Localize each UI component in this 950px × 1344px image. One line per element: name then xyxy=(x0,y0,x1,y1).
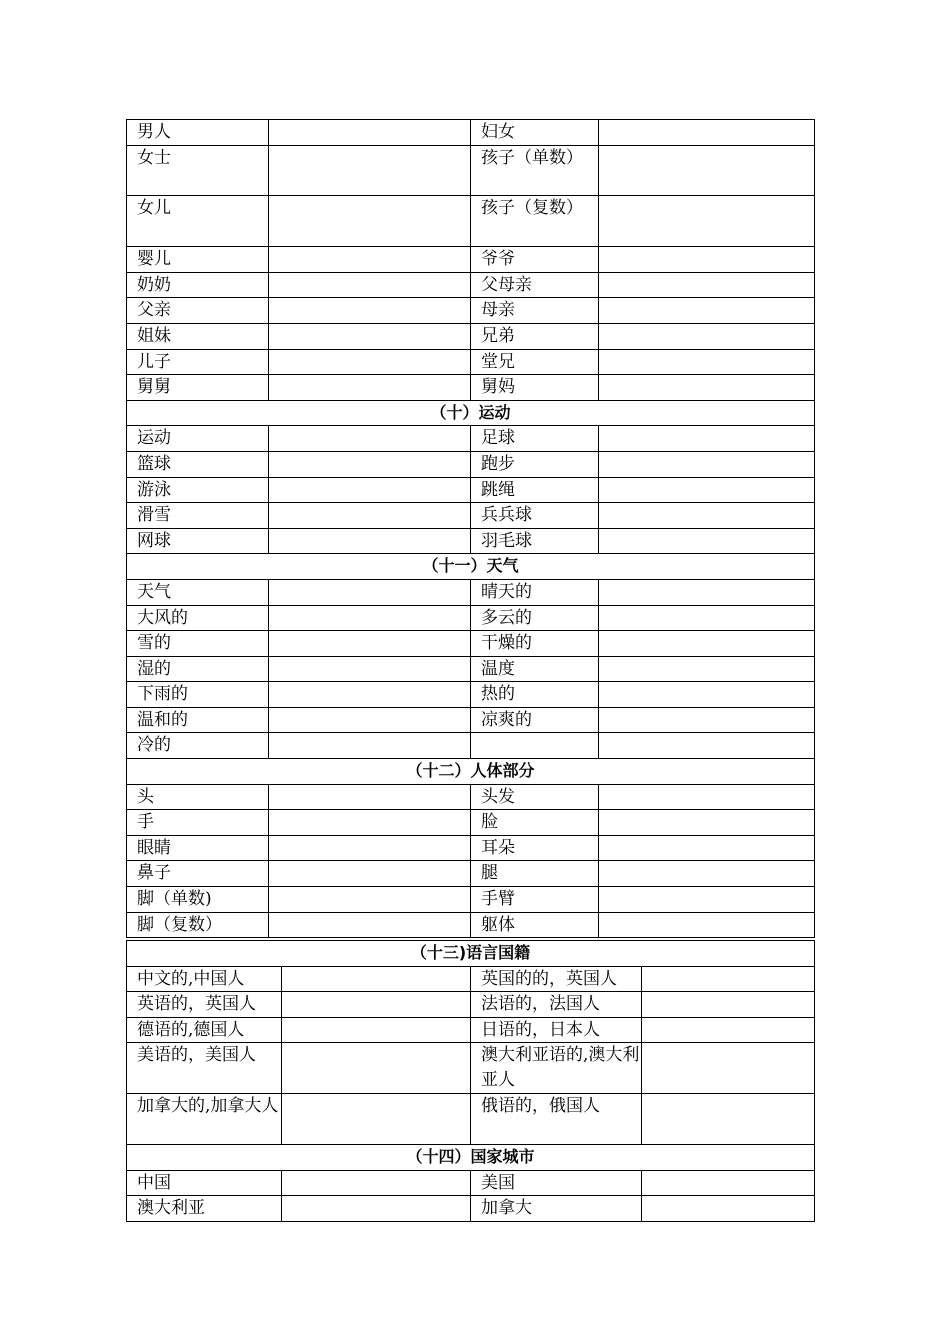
chinese-term-right: 美国 xyxy=(471,1170,642,1196)
chinese-term-right: 手臂 xyxy=(471,887,599,913)
vocab-row xyxy=(127,631,815,657)
vocab-row xyxy=(127,1094,815,1145)
vocab-row xyxy=(127,912,815,938)
chinese-term-left: 姐妹 xyxy=(127,323,269,349)
section-header-row xyxy=(127,759,815,785)
chinese-term-right: 耳朵 xyxy=(471,835,599,861)
chinese-term-left: 网球 xyxy=(127,528,269,554)
vocab-row xyxy=(127,1196,815,1222)
vocab-row xyxy=(127,426,815,452)
section-heading: （十三)语言国籍 xyxy=(127,941,815,967)
chinese-term-left: 德语的,德国人 xyxy=(127,1017,282,1043)
answer-cell-left[interactable] xyxy=(282,966,471,992)
answer-cell-right[interactable] xyxy=(599,120,815,146)
chinese-term-left: 脚（单数) xyxy=(127,887,269,913)
answer-cell-left[interactable] xyxy=(282,992,471,1018)
chinese-term-right: 母亲 xyxy=(471,298,599,324)
chinese-term-right: 多云的 xyxy=(471,605,599,631)
chinese-term-right: 晴天的 xyxy=(471,579,599,605)
chinese-term-right: 头发 xyxy=(471,784,599,810)
answer-cell-left[interactable] xyxy=(269,656,471,682)
answer-cell-right[interactable] xyxy=(599,477,815,503)
answer-cell-left[interactable] xyxy=(269,196,471,247)
chinese-term-right: 跳绳 xyxy=(471,477,599,503)
chinese-term-right: 孩子（单数） xyxy=(471,145,599,196)
answer-cell-right[interactable] xyxy=(599,605,815,631)
answer-cell-left[interactable] xyxy=(282,1094,471,1145)
vocab-row xyxy=(127,247,815,273)
section-header-row xyxy=(127,554,815,580)
answer-cell-right[interactable] xyxy=(599,656,815,682)
chinese-term-right: 兵兵球 xyxy=(471,503,599,529)
chinese-term-right: 热的 xyxy=(471,682,599,708)
vocab-row xyxy=(127,682,815,708)
answer-cell-left[interactable] xyxy=(269,503,471,529)
vocab-row xyxy=(127,887,815,913)
answer-cell-left[interactable] xyxy=(269,605,471,631)
vocab-row xyxy=(127,503,815,529)
chinese-term-left: 冷的 xyxy=(127,733,269,759)
vocab-row xyxy=(127,810,815,836)
chinese-term-left: 儿子 xyxy=(127,349,269,375)
answer-cell-right[interactable] xyxy=(599,784,815,810)
chinese-term-left: 下雨的 xyxy=(127,682,269,708)
answer-cell-right[interactable] xyxy=(599,835,815,861)
chinese-term-right: 躯体 xyxy=(471,912,599,938)
vocab-row xyxy=(127,528,815,554)
chinese-term-right: 澳大利亚语的,澳大利亚人 xyxy=(471,1043,642,1094)
chinese-term-right: 爷爷 xyxy=(471,247,599,273)
section-header-row xyxy=(127,1144,815,1170)
chinese-term-left: 澳大利亚 xyxy=(127,1196,282,1222)
vocab-row xyxy=(127,1017,815,1043)
chinese-term-left: 女儿 xyxy=(127,196,269,247)
answer-cell-left[interactable] xyxy=(269,298,471,324)
chinese-term-right: 法语的，法国人 xyxy=(471,992,642,1018)
answer-cell-left[interactable] xyxy=(282,1017,471,1043)
vocabulary-table-upper xyxy=(126,119,815,938)
vocab-row xyxy=(127,707,815,733)
vocab-row xyxy=(127,120,815,146)
chinese-term-left: 运动 xyxy=(127,426,269,452)
answer-cell-left[interactable] xyxy=(269,784,471,810)
vocabulary-table-lower xyxy=(126,940,815,1222)
chinese-term-right: 俄语的，俄国人 xyxy=(471,1094,642,1145)
chinese-term-right: 舅妈 xyxy=(471,375,599,401)
answer-cell-right[interactable] xyxy=(599,426,815,452)
vocab-row xyxy=(127,145,815,196)
chinese-term-left: 舅舅 xyxy=(127,375,269,401)
chinese-term-left: 滑雪 xyxy=(127,503,269,529)
vocab-row xyxy=(127,349,815,375)
answer-cell-left[interactable] xyxy=(269,477,471,503)
chinese-term-right: 跑步 xyxy=(471,451,599,477)
chinese-term-right: 日语的，日本人 xyxy=(471,1017,642,1043)
vocab-row xyxy=(127,1043,815,1094)
answer-cell-left[interactable] xyxy=(269,707,471,733)
chinese-term-right: 英国的的，英国人 xyxy=(471,966,642,992)
section-heading: （十四）国家城市 xyxy=(127,1144,815,1170)
chinese-term-left: 天气 xyxy=(127,579,269,605)
chinese-term-left: 头 xyxy=(127,784,269,810)
answer-cell-right[interactable] xyxy=(599,912,815,938)
vocab-row xyxy=(127,966,815,992)
section-header-row xyxy=(127,941,815,967)
answer-cell-left[interactable] xyxy=(269,272,471,298)
chinese-term-left: 婴儿 xyxy=(127,247,269,273)
answer-cell-right[interactable] xyxy=(599,528,815,554)
answer-cell-right[interactable] xyxy=(642,1196,815,1222)
answer-cell-left[interactable] xyxy=(269,120,471,146)
answer-cell-left[interactable] xyxy=(269,835,471,861)
chinese-term-left: 湿的 xyxy=(127,656,269,682)
vocab-row xyxy=(127,784,815,810)
answer-cell-right[interactable] xyxy=(599,272,815,298)
answer-cell-right[interactable] xyxy=(599,579,815,605)
answer-cell-left[interactable] xyxy=(269,247,471,273)
chinese-term-left: 美语的，美国人 xyxy=(127,1043,282,1094)
chinese-term-left: 男人 xyxy=(127,120,269,146)
chinese-term-left: 温和的 xyxy=(127,707,269,733)
answer-cell-right[interactable] xyxy=(599,887,815,913)
answer-cell-left[interactable] xyxy=(269,145,471,196)
answer-cell-left[interactable] xyxy=(282,1043,471,1094)
chinese-term-left: 女士 xyxy=(127,145,269,196)
answer-cell-left[interactable] xyxy=(269,810,471,836)
chinese-term-left: 中国 xyxy=(127,1170,282,1196)
answer-cell-left[interactable] xyxy=(269,349,471,375)
vocab-row xyxy=(127,298,815,324)
answer-cell-right[interactable] xyxy=(599,145,815,196)
vocab-row xyxy=(127,375,815,401)
vocab-row xyxy=(127,733,815,759)
chinese-term-right: 父母亲 xyxy=(471,272,599,298)
answer-cell-left[interactable] xyxy=(269,375,471,401)
answer-cell-left[interactable] xyxy=(269,451,471,477)
vocab-row xyxy=(127,656,815,682)
answer-cell-left[interactable] xyxy=(269,528,471,554)
answer-cell-left[interactable] xyxy=(269,912,471,938)
chinese-term-left: 英语的，英国人 xyxy=(127,992,282,1018)
vocab-row xyxy=(127,451,815,477)
chinese-term-left: 加拿大的,加拿大人 xyxy=(127,1094,282,1145)
answer-cell-left[interactable] xyxy=(269,682,471,708)
answer-cell-right[interactable] xyxy=(642,1094,815,1145)
section-heading: （十）运动 xyxy=(127,400,815,426)
chinese-term-left: 脚（复数） xyxy=(127,912,269,938)
answer-cell-left[interactable] xyxy=(269,426,471,452)
section-header-row xyxy=(127,400,815,426)
answer-cell-left[interactable] xyxy=(269,887,471,913)
vocab-row xyxy=(127,861,815,887)
answer-cell-right[interactable] xyxy=(599,375,815,401)
answer-cell-left[interactable] xyxy=(269,631,471,657)
chinese-term-right xyxy=(471,733,599,759)
chinese-term-right: 羽毛球 xyxy=(471,528,599,554)
answer-cell-right[interactable] xyxy=(642,966,815,992)
chinese-term-right: 妇女 xyxy=(471,120,599,146)
answer-cell-right[interactable] xyxy=(642,1043,815,1094)
chinese-term-left: 奶奶 xyxy=(127,272,269,298)
vocab-row xyxy=(127,477,815,503)
chinese-term-left: 大风的 xyxy=(127,605,269,631)
answer-cell-right[interactable] xyxy=(599,707,815,733)
chinese-term-right: 堂兄 xyxy=(471,349,599,375)
section-heading: （十二）人体部分 xyxy=(127,759,815,785)
chinese-term-right: 温度 xyxy=(471,656,599,682)
answer-cell-left[interactable] xyxy=(282,1196,471,1222)
answer-cell-right[interactable] xyxy=(599,349,815,375)
answer-cell-right[interactable] xyxy=(642,1170,815,1196)
vocab-row xyxy=(127,1170,815,1196)
answer-cell-right[interactable] xyxy=(642,1017,815,1043)
chinese-term-left: 游泳 xyxy=(127,477,269,503)
vocab-row xyxy=(127,835,815,861)
answer-cell-right[interactable] xyxy=(599,631,815,657)
chinese-term-right: 脸 xyxy=(471,810,599,836)
answer-cell-right[interactable] xyxy=(599,451,815,477)
vocab-row xyxy=(127,579,815,605)
vocab-row xyxy=(127,323,815,349)
answer-cell-right[interactable] xyxy=(599,298,815,324)
chinese-term-right: 凉爽的 xyxy=(471,707,599,733)
vocab-row xyxy=(127,196,815,247)
chinese-term-left: 鼻子 xyxy=(127,861,269,887)
answer-cell-right[interactable] xyxy=(599,323,815,349)
answer-cell-left[interactable] xyxy=(282,1170,471,1196)
chinese-term-left: 篮球 xyxy=(127,451,269,477)
answer-cell-right[interactable] xyxy=(642,992,815,1018)
answer-cell-right[interactable] xyxy=(599,247,815,273)
answer-cell-right[interactable] xyxy=(599,861,815,887)
chinese-term-left: 父亲 xyxy=(127,298,269,324)
vocab-row xyxy=(127,992,815,1018)
answer-cell-left[interactable] xyxy=(269,733,471,759)
vocab-row xyxy=(127,272,815,298)
answer-cell-right[interactable] xyxy=(599,810,815,836)
answer-cell-right[interactable] xyxy=(599,733,815,759)
chinese-term-right: 加拿大 xyxy=(471,1196,642,1222)
vocab-row xyxy=(127,605,815,631)
chinese-term-right: 腿 xyxy=(471,861,599,887)
answer-cell-left[interactable] xyxy=(269,579,471,605)
chinese-term-left: 雪的 xyxy=(127,631,269,657)
answer-cell-left[interactable] xyxy=(269,861,471,887)
chinese-term-left: 中文的,中国人 xyxy=(127,966,282,992)
answer-cell-left[interactable] xyxy=(269,323,471,349)
chinese-term-right: 孩子（复数） xyxy=(471,196,599,247)
answer-cell-right[interactable] xyxy=(599,503,815,529)
answer-cell-right[interactable] xyxy=(599,682,815,708)
chinese-term-left: 眼睛 xyxy=(127,835,269,861)
chinese-term-left: 手 xyxy=(127,810,269,836)
section-heading: （十一）天气 xyxy=(127,554,815,580)
chinese-term-right: 干燥的 xyxy=(471,631,599,657)
chinese-term-right: 足球 xyxy=(471,426,599,452)
chinese-term-right: 兄弟 xyxy=(471,323,599,349)
answer-cell-right[interactable] xyxy=(599,196,815,247)
